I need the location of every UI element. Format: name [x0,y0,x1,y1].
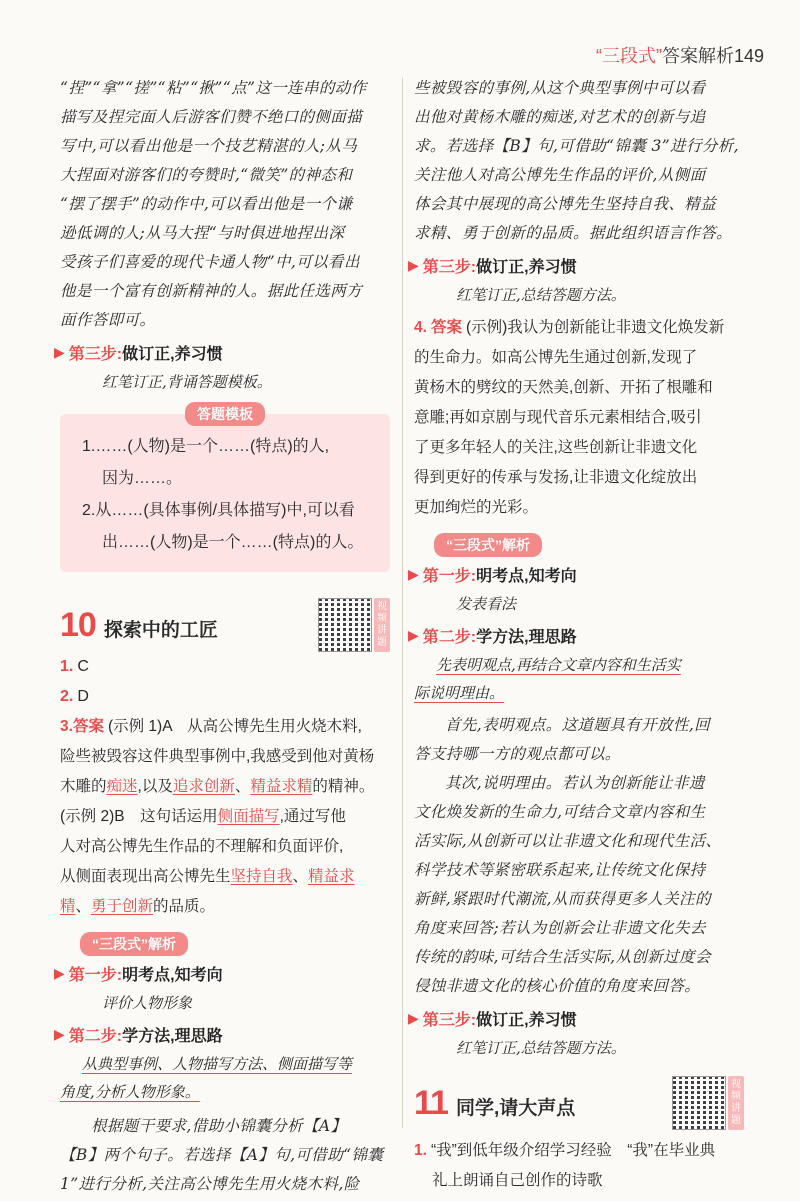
explanation-paragraph [414,711,744,1001]
arrow-icon: ▶ [408,1010,419,1026]
step-detail: 红笔订正,背诵答题模板。 [102,373,272,391]
analysis-pill: “三段式”解析 [434,533,542,557]
answer-1 [60,652,390,682]
text-line: “摆了摆手”的动作中,可以看出他是一个谦 [60,195,353,213]
step-detail: 先表明观点,再结合文章内容和生活实 [436,656,681,674]
text-line: 写中,可以看出他是一个技艺精湛的人;从马 [60,137,358,155]
text-line: 传统的韵味,可结合生活实际,从创新过度会 [414,948,711,966]
text-line: 【B】两个句子。若选择【A】句,可借助“锦囊 [60,1146,384,1164]
step-label: 第二步: [422,629,477,646]
text-line: 根据题干要求,借助小锦囊分析【A】 [91,1117,347,1135]
text-line: 科学技术等紧密联系起来,让传统文化保持 [414,861,706,879]
tail-paragraph [60,1112,390,1199]
step-one [408,563,744,586]
keyword: 坚持自我 [230,868,293,885]
arrow-icon: ▶ [408,566,419,582]
header-tag: “三段式” [595,46,662,66]
text-line: 描写及捏完面人后游客们赞不绝口的侧面描 [60,108,363,126]
text-span: 、 [75,898,92,915]
text-line: 首先,表明观点。这道题具有开放性,回 [445,716,711,734]
step-label: 第三步: [422,259,477,276]
text-line: 大捏面对游客们的夸赞时,“微笑”的神态和 [60,166,353,184]
keyword: 勇于创新 [91,898,154,915]
text-line: 其次,说明理由。若认为创新能让非遗 [445,774,705,792]
video-tag: 视频讲题 [728,1076,744,1130]
text-line: 人对高公博先生作品的不理解和负面评价, [60,838,344,855]
text-line: 险些被毁容这件典型事例中,我感受到他对黄杨 [60,748,375,765]
step-detail: 红笔订正,总结答题方法。 [456,1039,626,1057]
answer-key: 答案 [430,319,462,336]
text-line: 求精、勇于创新的品质。据此组织语言作答。 [414,224,733,242]
step-detail: 际说明理由。 [414,684,505,702]
answer-11-1 [414,1136,744,1196]
template-title: 答题模板 [185,402,265,426]
text-span: (示例 2)B 这句话运用 [60,808,218,825]
text-line: 求。若选择【B】句,可借助“锦囊 3”进行分析, [414,137,739,155]
answer-number: 3. [60,718,73,735]
text-line: 侵蚀非遗文化的核心价值的角度来回答。 [414,977,701,995]
text-span: ,通过写他 [279,808,346,825]
arrow-icon: ▶ [54,965,65,981]
arrow-icon: ▶ [54,344,65,360]
step-two [408,624,744,647]
text-span: 木雕的 [60,778,107,795]
step-text: 做订正,养习惯 [476,1012,577,1029]
step-text: 学方法,理思路 [476,629,577,646]
column-divider [402,78,403,1128]
text-line: “捏”“拿”“搓”“粘”“揪”“点”这一连串的动作 [60,79,367,97]
text-line: 更加绚烂的光彩。 [414,499,539,516]
answer-value: D [77,688,89,705]
intro-paragraph [60,74,390,335]
qr-code-icon[interactable] [318,598,372,652]
text-span: 的精神。 [312,778,375,795]
keyword: 追求创新 [172,778,235,795]
step-three [408,254,744,277]
section-10-heading [60,598,390,652]
text-line: 面作答即可。 [60,311,156,329]
text-span: 、 [234,778,251,795]
section-number: 11 [414,1083,448,1122]
text-line: “我”到低年级介绍学习经验 “我”在毕业典 [430,1142,716,1159]
text-line: (示例)我认为创新能让非遗文化焕发新 [465,319,725,336]
step-detail: 评价人物形象 [102,994,193,1012]
text-span: 的品质。 [153,898,216,915]
text-line: 他是一个富有创新精神的人。据此任选两方 [60,282,363,300]
text-line: 礼上朗诵自己创作的诗歌 [432,1172,603,1189]
keyword: 痴迷 [106,778,138,795]
text-line: 新鲜,紧跟时代潮流,从而获得更多人关注的 [414,890,711,908]
step-label: 第三步: [68,346,123,363]
answer-key: 答案 [72,718,104,735]
arrow-icon: ▶ [408,627,419,643]
text-line: 黄杨木的劈纹的天然美,创新、开拓了根雕和 [414,379,713,396]
keyword: 精益求 [308,868,355,885]
template-item-1-cont: 因为……。 [102,470,183,487]
answer-number: 1. [60,658,74,675]
answer-number: 1. [414,1142,427,1159]
step-label: 第三步: [422,1012,477,1029]
text-line: 得到更好的传承与发扬,让非遗文化绽放出 [414,469,698,486]
section-title: 探索中的工匠 [103,619,218,641]
text-line: 文化焕发新的生命力,可结合文章内容和生 [414,803,706,821]
step-two [54,1023,390,1046]
step-three [54,341,390,364]
step-text: 学方法,理思路 [122,1028,223,1045]
text-line: 意雕;再如京剧与现代音乐元素相结合,吸引 [414,409,702,426]
text-span: ,以及 [137,778,173,795]
left-column [54,74,390,1201]
section-title: 同学,请大声点 [455,1097,576,1119]
step-detail: 角度,分析人物形象。 [60,1083,200,1101]
text-line: 体会其中展现的高公博先生坚持自我、精益 [414,195,717,213]
text-span: 从侧面表现出高公博先生 [60,868,231,885]
page-number: 149 [733,46,764,66]
qr-code-icon[interactable] [672,1076,726,1130]
step-label: 第一步: [422,568,477,585]
text-line: 1”进行分析,关注高公博先生用火烧木料,险 [60,1175,360,1193]
template-item-2-cont: 出……(人物)是一个……(特点)的人。 [102,534,364,551]
step-three [408,1007,744,1030]
text-line: 些被毁容的事例,从这个典型事例中可以看 [414,79,706,97]
text-line: 活实际,从创新可以让非遗文化和现代生活、 [414,832,722,850]
header-label: 答案解析 [661,46,734,66]
section-number: 10 [60,605,96,644]
template-item-1: 1.……(人物)是一个……(特点)的人, [82,438,330,455]
text-line: 答支持哪一方的观点都可以。 [414,745,621,763]
keyword: 精 [60,898,76,915]
step-detail: 发表看法 [456,595,517,613]
page-header [596,42,764,68]
continued-paragraph [414,74,744,248]
text-line: 关注他人对高公博先生作品的评价,从侧面 [414,166,706,184]
text-line: 出他对黄杨木雕的痴迷,对艺术的创新与追 [414,108,706,126]
answer-value: C [77,658,89,675]
answer-template-box [60,414,390,572]
step-label: 第二步: [68,1028,123,1045]
video-tag: 视频讲题 [374,598,390,652]
answer-4 [414,313,744,523]
text-span: 、 [292,868,309,885]
step-detail: 红笔订正,总结答题方法。 [456,286,626,304]
text-line: 逊低调的人;从马大捏“与时俱进地捏出深 [60,224,345,242]
answer-2 [60,682,390,712]
keyword: 精益求精 [250,778,313,795]
text-line: 受孩子们喜爱的现代卡通人物”中,可以看出 [60,253,360,271]
text-line: (示例 1)A 从高公博先生用火烧木料, [107,718,362,735]
analysis-pill: “三段式”解析 [80,932,188,956]
section-11-heading [414,1076,744,1130]
step-text: 明考点,知考向 [122,967,223,984]
arrow-icon: ▶ [408,257,419,273]
keyword: 侧面描写 [217,808,280,825]
answer-3 [60,712,390,922]
text-line: 角度来回答;若认为创新会让非遗文化失去 [414,919,706,937]
arrow-icon: ▶ [54,1026,65,1042]
right-column [408,74,744,1196]
step-text: 做订正,养习惯 [476,259,577,276]
text-line: 的生命力。如高公博先生通过创新,发现了 [414,349,698,366]
template-item-2: 2.从……(具体事例/具体描写)中,可以看 [82,502,355,519]
step-one [54,962,390,985]
answer-number: 2. [60,688,74,705]
template-title-wrap [60,402,390,426]
step-detail: 从典型事例、人物描写方法、侧面描写等 [82,1055,353,1073]
step-label: 第一步: [68,967,123,984]
answer-number: 4. [414,319,427,336]
step-text: 明考点,知考向 [476,568,577,585]
step-text: 做订正,养习惯 [122,346,223,363]
text-line: 了更多年轻人的关注,这些创新让非遗文化 [414,439,698,456]
